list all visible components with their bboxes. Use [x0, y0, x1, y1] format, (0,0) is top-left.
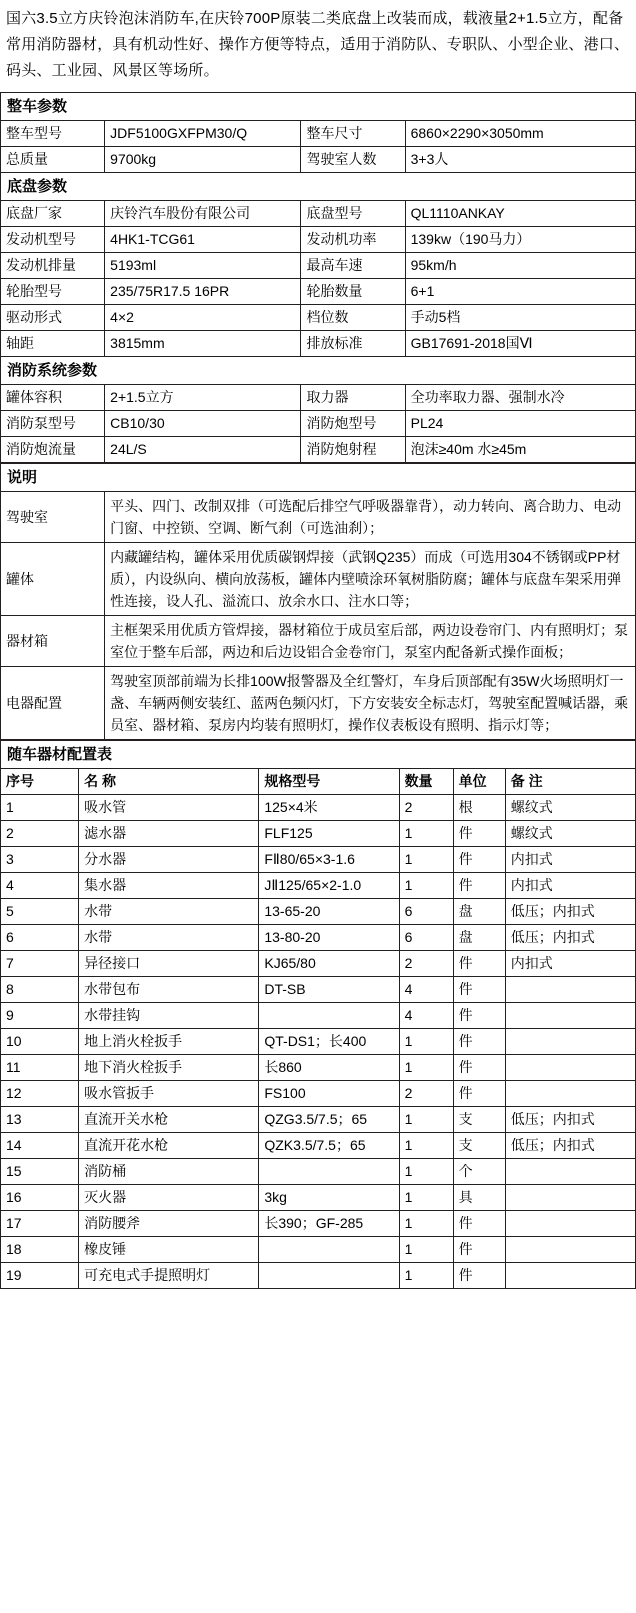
row-value: 2+1.5立方 [105, 385, 301, 411]
row-value: 全功率取力器、强制水冷 [405, 385, 635, 411]
cell-name: 异径接口 [79, 951, 259, 977]
equipment-table [0, 740, 636, 1289]
table-row [1, 1185, 636, 1211]
row-label: 排放标准 [301, 331, 405, 357]
cell-quantity: 1 [399, 821, 453, 847]
cell-remark [505, 1237, 635, 1263]
cell-name: 消防腰斧 [79, 1211, 259, 1237]
cell-index: 9 [1, 1003, 79, 1029]
cell-remark [505, 1029, 635, 1055]
cell-remark [505, 1263, 635, 1289]
row-label: 档位数 [301, 305, 405, 331]
cell-model: JⅡ125/65×2-1.0 [259, 873, 399, 899]
row-label: 消防炮流量 [1, 437, 105, 463]
row-label: 器材箱 [1, 616, 105, 667]
section-title-vehicle: 整车参数 [1, 93, 636, 121]
table-row [1, 147, 636, 173]
cell-remark: 螺纹式 [505, 821, 635, 847]
row-label: 消防炮型号 [301, 411, 405, 437]
cell-quantity: 4 [399, 977, 453, 1003]
cell-index: 12 [1, 1081, 79, 1107]
row-value: 3815mm [105, 331, 301, 357]
table-row [1, 1029, 636, 1055]
cell-index: 15 [1, 1159, 79, 1185]
cell-remark: 螺纹式 [505, 795, 635, 821]
table-row [1, 279, 636, 305]
cell-unit: 件 [453, 977, 505, 1003]
table-row [1, 847, 636, 873]
cell-index: 10 [1, 1029, 79, 1055]
table-row [1, 121, 636, 147]
cell-quantity: 1 [399, 873, 453, 899]
row-value: CB10/30 [105, 411, 301, 437]
row-label: 发动机型号 [1, 227, 105, 253]
table-row [1, 1081, 636, 1107]
column-header-unit: 单位 [453, 769, 505, 795]
table-row [1, 437, 636, 463]
cell-model: 3kg [259, 1185, 399, 1211]
section-header-fire-system [1, 357, 636, 385]
cell-quantity: 4 [399, 1003, 453, 1029]
cell-index: 13 [1, 1107, 79, 1133]
row-label: 发动机功率 [301, 227, 405, 253]
column-header-name: 名 称 [79, 769, 259, 795]
cell-unit: 件 [453, 951, 505, 977]
row-label: 电器配置 [1, 667, 105, 740]
table-row [1, 543, 636, 616]
cell-index: 6 [1, 925, 79, 951]
table-row [1, 201, 636, 227]
cell-unit: 件 [453, 1055, 505, 1081]
cell-remark [505, 1081, 635, 1107]
cell-unit: 支 [453, 1133, 505, 1159]
row-value: 4×2 [105, 305, 301, 331]
cell-quantity: 1 [399, 1133, 453, 1159]
cell-name: 灭火器 [79, 1185, 259, 1211]
row-label: 轮胎型号 [1, 279, 105, 305]
cell-unit: 盘 [453, 899, 505, 925]
cell-index: 8 [1, 977, 79, 1003]
table-row [1, 1055, 636, 1081]
cell-unit: 件 [453, 1029, 505, 1055]
cell-quantity: 2 [399, 1081, 453, 1107]
cell-name: 消防桶 [79, 1159, 259, 1185]
row-label: 最高车速 [301, 253, 405, 279]
row-label: 消防泵型号 [1, 411, 105, 437]
row-label: 罐体 [1, 543, 105, 616]
cell-quantity: 1 [399, 1237, 453, 1263]
cell-index: 4 [1, 873, 79, 899]
cell-name: 地下消火栓扳手 [79, 1055, 259, 1081]
cell-index: 3 [1, 847, 79, 873]
table-row [1, 899, 636, 925]
table-row [1, 977, 636, 1003]
cell-quantity: 2 [399, 951, 453, 977]
row-value: QL1110ANKAY [405, 201, 635, 227]
cell-name: 水带 [79, 925, 259, 951]
cell-quantity: 1 [399, 1107, 453, 1133]
row-label: 消防炮射程 [301, 437, 405, 463]
cell-unit: 根 [453, 795, 505, 821]
row-label: 驱动形式 [1, 305, 105, 331]
table-row [1, 331, 636, 357]
table-row [1, 951, 636, 977]
row-label: 底盘型号 [301, 201, 405, 227]
table-row [1, 1107, 636, 1133]
row-value: 手动5档 [405, 305, 635, 331]
cell-name: 滤水器 [79, 821, 259, 847]
table-row [1, 305, 636, 331]
cell-remark [505, 1185, 635, 1211]
section-header-description [1, 464, 636, 492]
table-row [1, 925, 636, 951]
cell-model: 长860 [259, 1055, 399, 1081]
cell-unit: 件 [453, 1263, 505, 1289]
row-label: 底盘厂家 [1, 201, 105, 227]
row-value: 6+1 [405, 279, 635, 305]
section-title-description: 说明 [1, 464, 636, 492]
section-title-equipment: 随车器材配置表 [1, 741, 636, 769]
equipment-header-row [1, 769, 636, 795]
row-label: 整车型号 [1, 121, 105, 147]
cell-unit: 个 [453, 1159, 505, 1185]
cell-unit: 件 [453, 873, 505, 899]
intro-paragraph: 国六3.5立方庆铃泡沫消防车,在庆铃700P原装二类底盘上改装而成，载液量2+1.5立方，配备常用消防器材，具有机动性好、操作方便等特点，适用于消防队、专职队、小型企业、港口、码头、工业园、风景区等场所。 [6, 10, 630, 79]
cell-quantity: 1 [399, 1159, 453, 1185]
cell-unit: 件 [453, 1237, 505, 1263]
cell-remark: 低压；内扣式 [505, 1107, 635, 1133]
row-value: 庆铃汽车股份有限公司 [105, 201, 301, 227]
row-value: GB17691-2018国Ⅵ [405, 331, 635, 357]
cell-name: 水带 [79, 899, 259, 925]
cell-name: 集水器 [79, 873, 259, 899]
row-label: 整车尺寸 [301, 121, 405, 147]
table-row [1, 253, 636, 279]
table-row [1, 1003, 636, 1029]
section-header-chassis [1, 173, 636, 201]
cell-model: DT-SB [259, 977, 399, 1003]
cell-index: 2 [1, 821, 79, 847]
cell-remark: 内扣式 [505, 873, 635, 899]
row-value: PL24 [405, 411, 635, 437]
row-label: 总质量 [1, 147, 105, 173]
section-header-equipment [1, 741, 636, 769]
cell-model: 长390；GF-285 [259, 1211, 399, 1237]
cell-unit: 件 [453, 1211, 505, 1237]
table-row [1, 492, 636, 543]
cell-index: 19 [1, 1263, 79, 1289]
row-value: JDF5100GXFPM30/Q [105, 121, 301, 147]
table-row [1, 1159, 636, 1185]
table-row [1, 1237, 636, 1263]
cell-model: QZG3.5/7.5；65 [259, 1107, 399, 1133]
column-header-quantity: 数量 [399, 769, 453, 795]
cell-index: 18 [1, 1237, 79, 1263]
cell-remark: 内扣式 [505, 951, 635, 977]
cell-name: 吸水管 [79, 795, 259, 821]
description-table [0, 463, 636, 740]
cell-model: FⅡ80/65×3-1.6 [259, 847, 399, 873]
row-label: 发动机排量 [1, 253, 105, 279]
vehicle-params-table [0, 92, 636, 463]
table-row [1, 1263, 636, 1289]
section-header-vehicle [1, 93, 636, 121]
table-row [1, 667, 636, 740]
row-label: 取力器 [301, 385, 405, 411]
column-header-model: 规格型号 [259, 769, 399, 795]
row-value: 6860×2290×3050mm [405, 121, 635, 147]
cell-model [259, 1237, 399, 1263]
cell-remark [505, 1211, 635, 1237]
cell-remark [505, 1003, 635, 1029]
row-label: 驾驶室人数 [301, 147, 405, 173]
row-value: 平头、四门、改制双排（可选配后排空气呼吸器靠背），动力转向、离合助力、电动门窗、中控锁、空调、断气刹（可选油刹）； [105, 492, 636, 543]
cell-unit: 盘 [453, 925, 505, 951]
cell-remark [505, 1159, 635, 1185]
cell-quantity: 1 [399, 1211, 453, 1237]
cell-model [259, 1003, 399, 1029]
column-header-index: 序号 [1, 769, 79, 795]
row-value: 主框架采用优质方管焊接，器材箱位于成员室后部，两边设卷帘门、内有照明灯；泵室位于整车后部，两边和后边设铝合金卷帘门，泵室内配备新式操作面板； [105, 616, 636, 667]
cell-name: 水带包布 [79, 977, 259, 1003]
cell-name: 橡皮锤 [79, 1237, 259, 1263]
cell-unit: 支 [453, 1107, 505, 1133]
cell-quantity: 1 [399, 847, 453, 873]
cell-name: 吸水管扳手 [79, 1081, 259, 1107]
row-value: 235/75R17.5 16PR [105, 279, 301, 305]
cell-unit: 具 [453, 1185, 505, 1211]
cell-model: 125×4米 [259, 795, 399, 821]
cell-remark: 低压；内扣式 [505, 1133, 635, 1159]
cell-name: 直流开关水枪 [79, 1107, 259, 1133]
row-label: 罐体容积 [1, 385, 105, 411]
cell-quantity: 1 [399, 1055, 453, 1081]
table-row [1, 385, 636, 411]
row-value: 泡沫≥40m 水≥45m [405, 437, 635, 463]
cell-index: 1 [1, 795, 79, 821]
cell-model: KJ65/80 [259, 951, 399, 977]
cell-remark [505, 1055, 635, 1081]
cell-name: 分水器 [79, 847, 259, 873]
row-value: 3+3人 [405, 147, 635, 173]
cell-index: 5 [1, 899, 79, 925]
section-title-fire-system: 消防系统参数 [1, 357, 636, 385]
cell-unit: 件 [453, 821, 505, 847]
cell-unit: 件 [453, 1003, 505, 1029]
row-value: 驾驶室顶部前端为长排100W报警器及全红警灯，车身后顶部配有35W火场照明灯一盏、车辆两侧安装红、蓝两色频闪灯，下方安装安全标志灯，驾驶室配置喊话器，乘员室、器材箱、泵房内均装有照明灯，操作仪表板设有照明、指示灯等； [105, 667, 636, 740]
cell-index: 14 [1, 1133, 79, 1159]
cell-quantity: 6 [399, 899, 453, 925]
cell-unit: 件 [453, 1081, 505, 1107]
cell-quantity: 1 [399, 1185, 453, 1211]
row-value: 5193ml [105, 253, 301, 279]
row-value: 139kw（190马力） [405, 227, 635, 253]
table-row [1, 821, 636, 847]
cell-remark [505, 977, 635, 1003]
cell-model: FS100 [259, 1081, 399, 1107]
cell-model: FLF125 [259, 821, 399, 847]
row-value: 95km/h [405, 253, 635, 279]
table-row [1, 411, 636, 437]
cell-remark: 内扣式 [505, 847, 635, 873]
cell-quantity: 1 [399, 1263, 453, 1289]
table-row [1, 1211, 636, 1237]
cell-name: 可充电式手提照明灯 [79, 1263, 259, 1289]
table-row [1, 873, 636, 899]
section-title-chassis: 底盘参数 [1, 173, 636, 201]
cell-index: 16 [1, 1185, 79, 1211]
cell-model: 13-80-20 [259, 925, 399, 951]
cell-index: 11 [1, 1055, 79, 1081]
column-header-remark: 备 注 [505, 769, 635, 795]
cell-model: QZK3.5/7.5；65 [259, 1133, 399, 1159]
cell-index: 7 [1, 951, 79, 977]
row-label: 驾驶室 [1, 492, 105, 543]
row-value: 24L/S [105, 437, 301, 463]
cell-name: 水带挂钩 [79, 1003, 259, 1029]
table-row [1, 227, 636, 253]
cell-quantity: 1 [399, 1029, 453, 1055]
row-value: 9700kg [105, 147, 301, 173]
cell-index: 17 [1, 1211, 79, 1237]
row-label: 轴距 [1, 331, 105, 357]
row-label: 轮胎数量 [301, 279, 405, 305]
cell-unit: 件 [453, 847, 505, 873]
table-row [1, 795, 636, 821]
table-row [1, 1133, 636, 1159]
cell-name: 直流开花水枪 [79, 1133, 259, 1159]
cell-quantity: 6 [399, 925, 453, 951]
cell-remark: 低压；内扣式 [505, 899, 635, 925]
table-row [1, 616, 636, 667]
cell-remark: 低压；内扣式 [505, 925, 635, 951]
cell-model [259, 1159, 399, 1185]
row-value: 4HK1-TCG61 [105, 227, 301, 253]
cell-quantity: 2 [399, 795, 453, 821]
cell-model: QT-DS1；长400 [259, 1029, 399, 1055]
cell-model [259, 1263, 399, 1289]
row-value: 内藏罐结构，罐体采用优质碳钢焊接（武钢Q235）而成（可选用304不锈钢或PP材质），内设纵向、横向放荡板，罐体内壁喷涂环氧树脂防腐；罐体与底盘车架采用弹性连接，设人孔、溢流口、放余水口、注水口等； [105, 543, 636, 616]
cell-model: 13-65-20 [259, 899, 399, 925]
cell-name: 地上消火栓扳手 [79, 1029, 259, 1055]
